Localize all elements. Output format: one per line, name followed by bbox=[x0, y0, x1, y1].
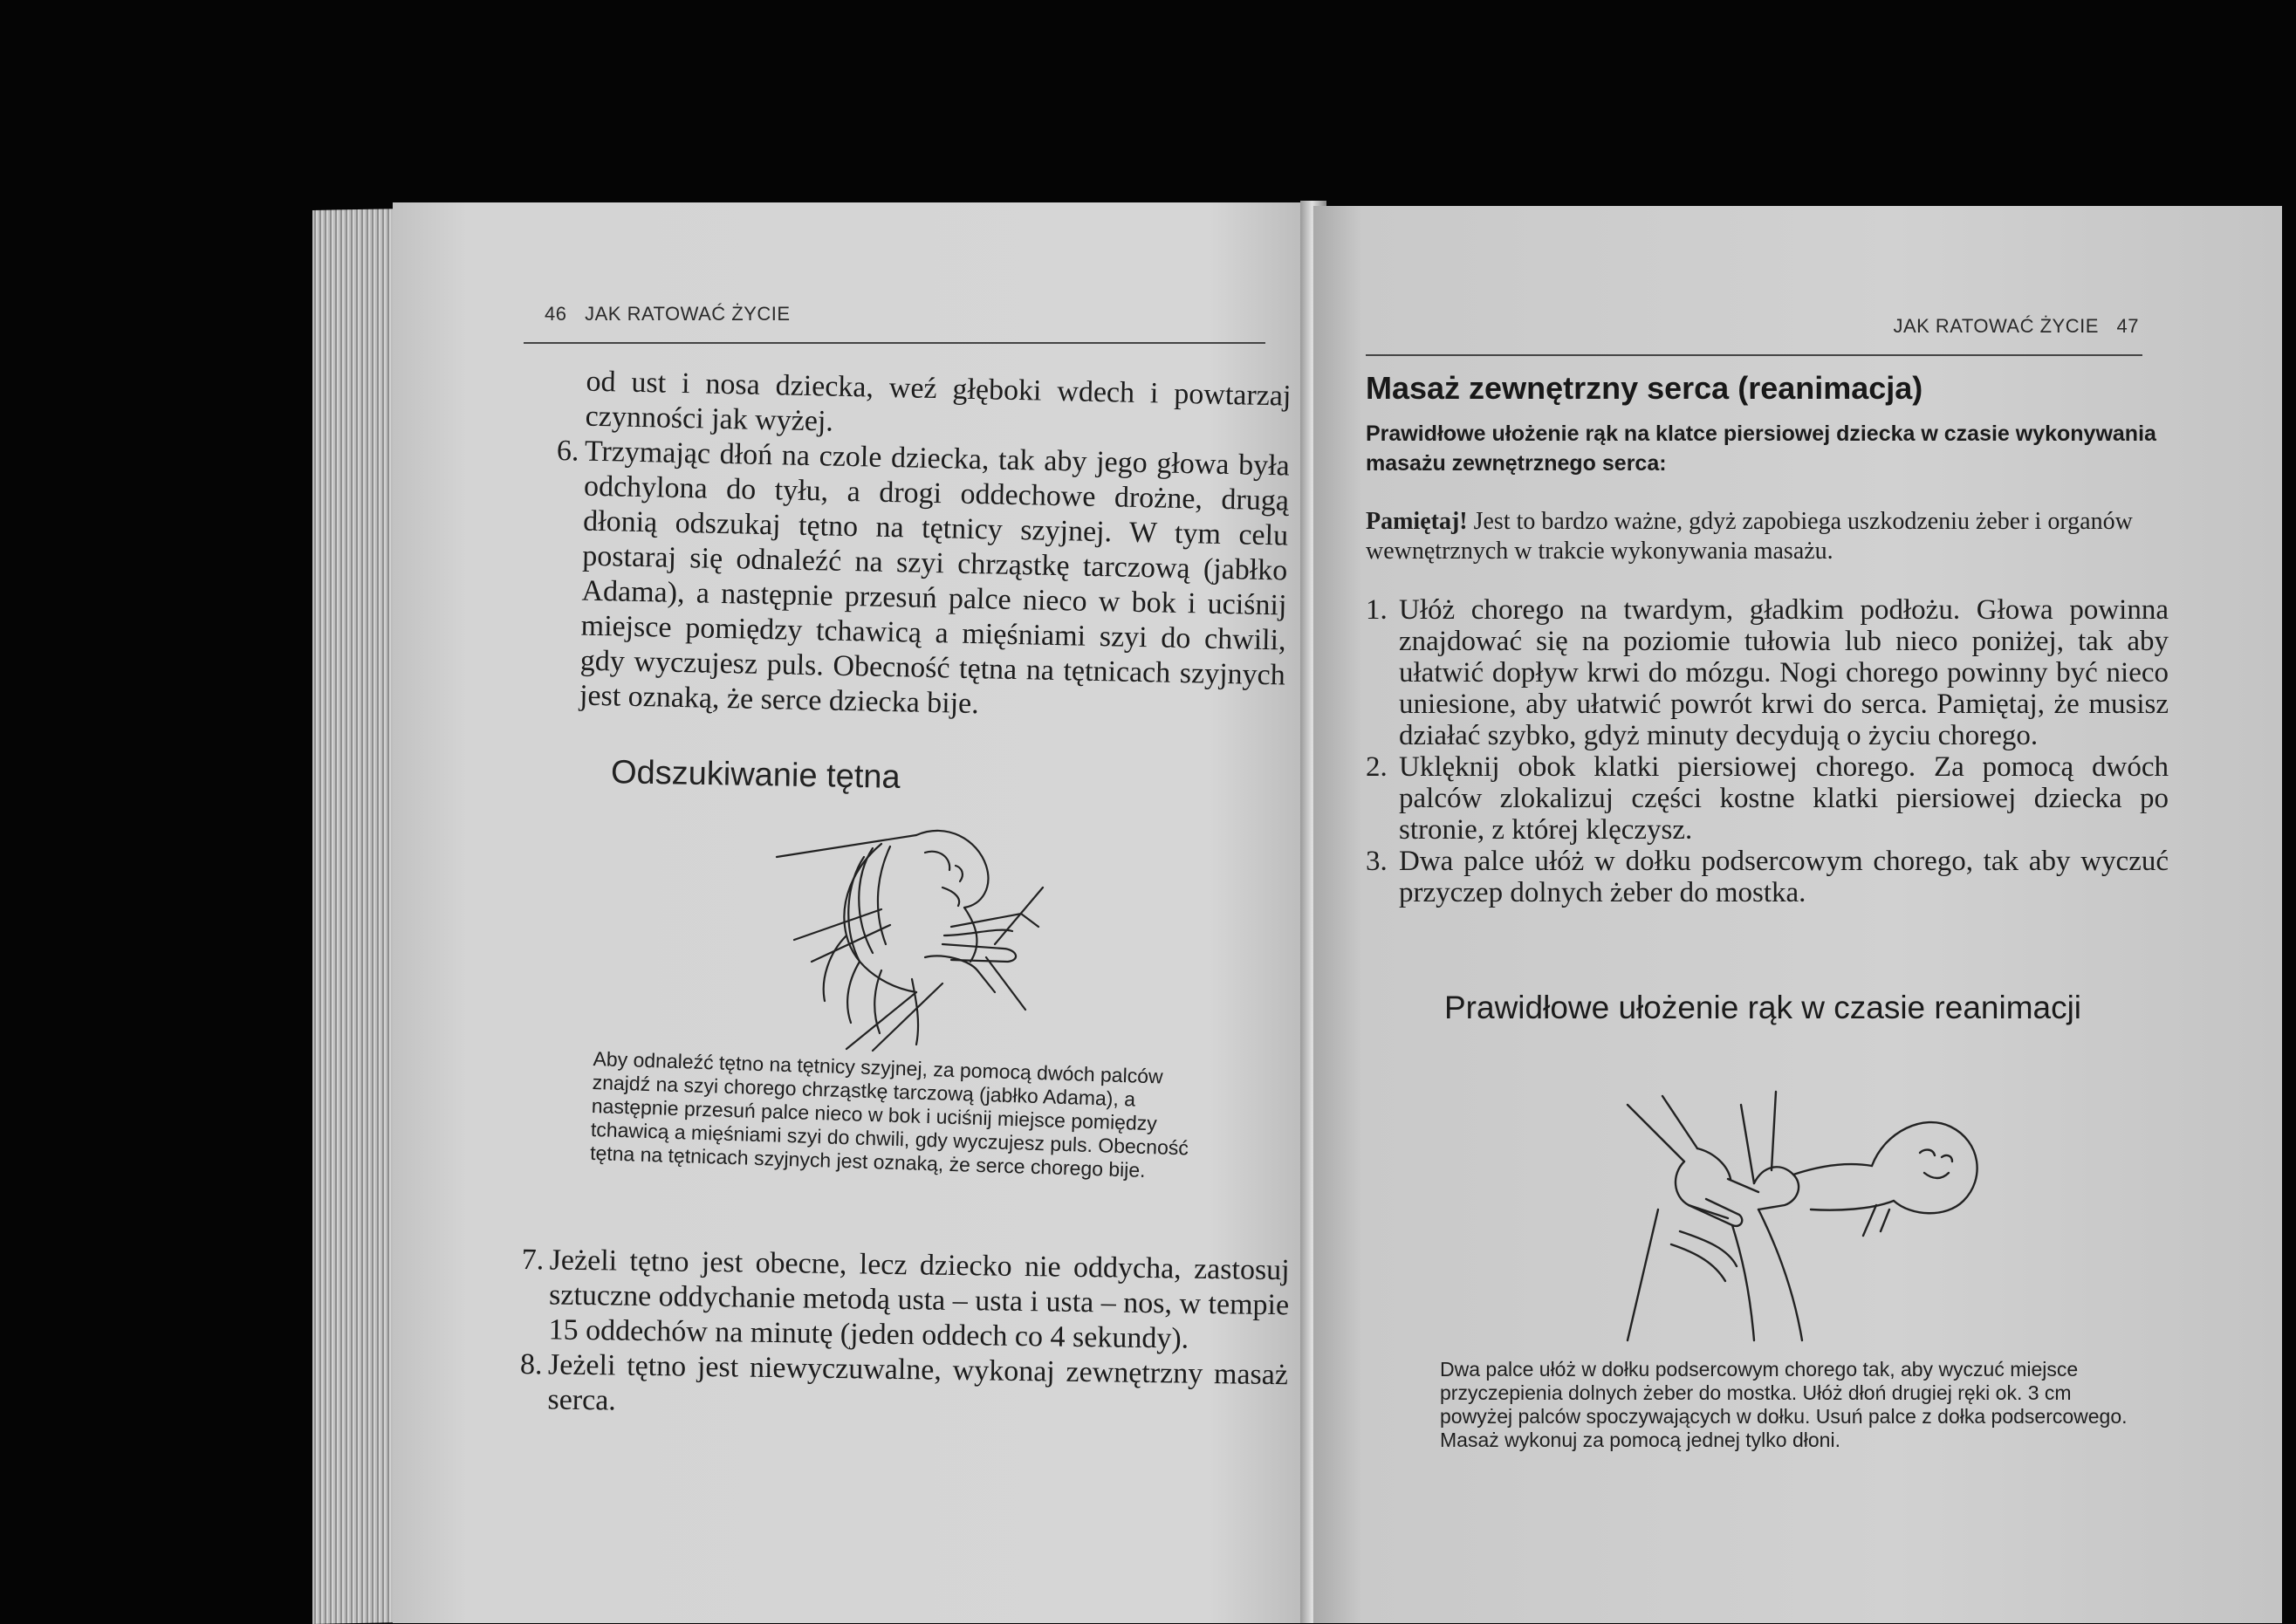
left-page-number: 46 bbox=[545, 303, 567, 325]
list-text: Trzymając dłoń na czole dziecka, tak aby jego głowa była odchylona do tyłu, a drogi oddechowe drożne, drugą dłonią odszukaj tętno na tętnicy szyjnej. W tym celu postaraj się odnaleźć na szyi chrząstkę tarczową (jabłko Adama), a następnie przesuń palce nieco w bok i uciśnij miejsce pomiędzy tchawicą a mięśniami szyi do chwili, gdy wyczujesz puls. Obecność tętna na tętnicach szyjnych jest oznaką, że serce dziecka bije. bbox=[579, 435, 1291, 721]
left-running-title: JAK RATOWAĆ ŻYCIE bbox=[585, 303, 791, 325]
right-figure-caption: Dwa palce ułóż w dołku podsercowym chorego tak, aby wyczuć miejsce przyczepienia dolnych żeber do mostka. Ułóż dłoń drugiej ręki ok. 3 cm powyżej palców spoczywających w dołku. Usuń palce z dołka podsercowego. Masaż wykonuj za pomocą jednej tylko dłoni. bbox=[1440, 1358, 2128, 1451]
right-running-title: JAK RATOWAĆ ŻYCIE bbox=[1893, 315, 2099, 337]
left-body-text bbox=[552, 364, 1292, 729]
left-body-text-continued bbox=[519, 1243, 1290, 1428]
list-number: 8. bbox=[519, 1347, 543, 1381]
note-label: Pamiętaj! bbox=[1366, 508, 1468, 535]
pulse-check-illustration bbox=[742, 805, 1065, 1058]
list-text: Jeżeli tętno jest niewyczuwalne, wykonaj zewnętrzny masaż serca. bbox=[547, 1348, 1289, 1417]
list-number: 6. bbox=[556, 434, 579, 468]
section-subheading: Prawidłowe ułożenie rąk na klatce piersiowej dziecka w czasie wykonywania masażu zewnętrznego serca: bbox=[1366, 421, 2156, 476]
list-number: 2. bbox=[1366, 751, 1388, 783]
list-item bbox=[519, 1347, 1288, 1428]
list-item bbox=[1366, 594, 2169, 751]
list-text: Jeżeli tętno jest obecne, lecz dziecko nie oddycha, zastosuj sztuczne oddychanie metodą usta – usta i usta – nos, w tempie 15 oddechów na minutę (jeden oddech co 4 sekundy). bbox=[548, 1244, 1290, 1355]
list-text: Uklęknij obok klatki piersiowej chorego. Za pomocą dwóch palców zlokalizuj części kostne klatki piersiowej dziecka po stronie, z której klęczysz. bbox=[1399, 751, 2169, 846]
list-item bbox=[552, 434, 1291, 729]
left-figure-title: Odszukiwanie tętna bbox=[610, 754, 901, 796]
left-intro-paragraph: od ust i nosa dziecka, weź głęboki wdech i powtarzaj czynności jak wyżej. bbox=[585, 365, 1292, 438]
right-figure-title: Prawidłowe ułożenie rąk w czasie reanimacji bbox=[1444, 990, 2082, 1025]
list-item bbox=[1366, 751, 2169, 846]
list-item bbox=[520, 1243, 1290, 1358]
remember-note bbox=[1366, 507, 2169, 566]
left-header-rule bbox=[524, 342, 1265, 344]
list-number: 1. bbox=[1366, 594, 1388, 626]
left-running-head bbox=[532, 303, 791, 325]
right-header-rule bbox=[1366, 354, 2142, 356]
section-heading: Masaż zewnętrzny serca (reanimacja) bbox=[1366, 370, 1923, 406]
right-running-head bbox=[1893, 315, 2151, 338]
left-figure-caption: Aby odnaleźć tętno na tętnicy szyjnej, za pomocą dwóch palców znajdź na szyi chorego chrząstkę tarczową (jabłko Adama), a następnie przesuń palce nieco w bok i uciśnij miejsce pomiędzy tchawicą a mięśniami szyi do chwili, gdy wyczujesz puls. Obecność tętna na tętnicach szyjnych jest oznaką, że serce chorego bije. bbox=[589, 1047, 1189, 1182]
list-text: Ułóż chorego na twardym, gładkim podłożu. Głowa powinna znajdować się na poziomie tułowia lub nieco poniżej, tak aby ułatwić dopływ krwi do mózgu. Nogi chorego powinny być nieco uniesione, aby ułatwić powrót krwi do serca. Pamiętaj, że musisz działać szybko, gdyż minuty decydują o życiu chorego. bbox=[1399, 594, 2169, 751]
right-page-number: 47 bbox=[2116, 315, 2139, 337]
list-item bbox=[1366, 846, 2169, 908]
left-page bbox=[393, 202, 1319, 1623]
list-number: 7. bbox=[521, 1243, 545, 1277]
list-number: 3. bbox=[1366, 846, 1388, 877]
list-text: Dwa palce ułóż w dołku podsercowym chorego, tak aby wyczuć przyczep dolnych żeber do mostka. bbox=[1399, 846, 2169, 908]
right-page bbox=[1313, 206, 2282, 1623]
section-header bbox=[1366, 370, 2169, 478]
cpr-hand-position-illustration bbox=[1575, 1079, 2029, 1349]
right-steps-list bbox=[1366, 594, 2169, 908]
note-text: Jest to bardzo ważne, gdyż zapobiega uszkodzeniu żeber i organów wewnętrznych w trakcie wykonywania masażu. bbox=[1366, 508, 2133, 565]
